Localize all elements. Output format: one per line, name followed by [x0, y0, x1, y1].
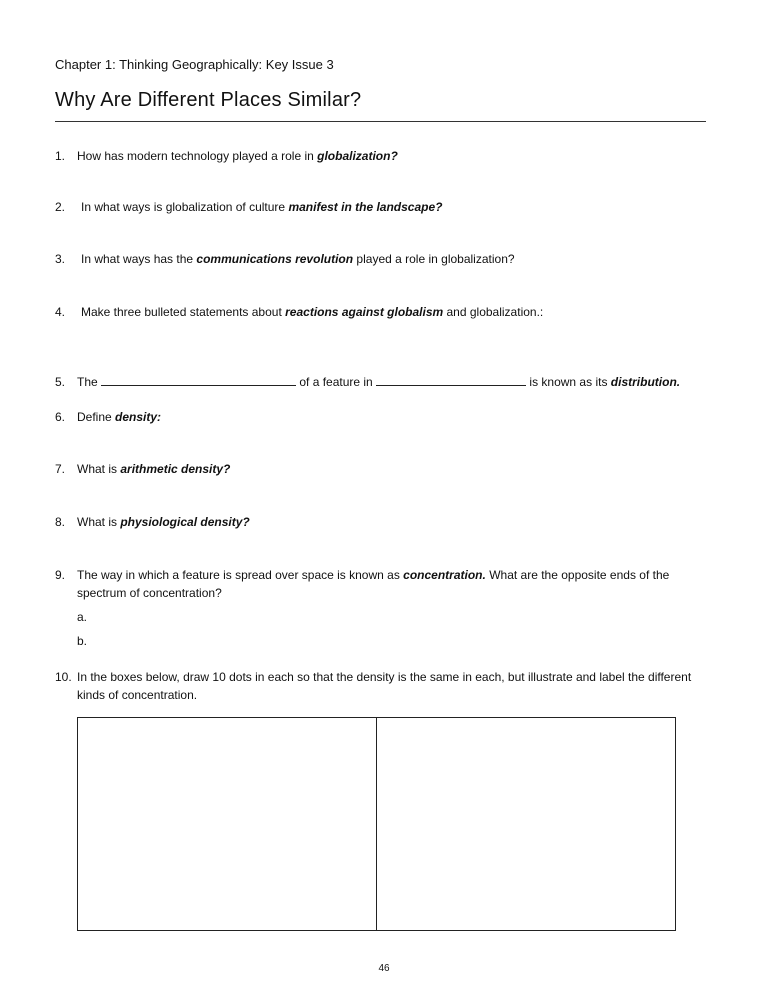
question-number: 9. — [55, 568, 66, 582]
question-number: 6. — [55, 410, 66, 424]
chapter-subtitle: Chapter 1: Thinking Geographically: Key Issue 3 — [55, 57, 334, 72]
question-number: 5. — [55, 375, 66, 389]
key-term: concentration. — [403, 568, 486, 582]
fill-in-blank[interactable] — [376, 373, 526, 386]
question-number: 4. — [55, 305, 66, 319]
key-term: reactions against globalism — [285, 305, 444, 319]
question-number: 1. — [55, 149, 66, 163]
question-number: 10. — [55, 670, 72, 684]
page-title: Why Are Different Places Similar? — [55, 89, 362, 111]
key-term: globalization? — [317, 149, 398, 163]
page-number: 46 — [378, 963, 390, 974]
drawing-box-left[interactable] — [77, 717, 377, 931]
question-text: What is physiological density? — [77, 515, 250, 529]
question-text: In what ways has the communications revolution played a role in globalization? — [81, 252, 515, 266]
key-term: manifest in the landscape? — [288, 200, 443, 214]
question-number: 3. — [55, 252, 66, 266]
key-term: density: — [115, 410, 162, 424]
key-term: arithmetic density? — [120, 462, 231, 476]
question-text: The way in which a feature is spread over space is known as concentration. What are the opposite ends of the spectrum of concentration? — [77, 568, 670, 600]
answer-label-b: b. — [77, 634, 88, 648]
question-number: 8. — [55, 515, 66, 529]
key-term: communications revolution — [196, 252, 354, 266]
question-text: Define density: — [77, 410, 162, 424]
key-term: physiological density? — [120, 515, 250, 529]
question-text: In the boxes below, draw 10 dots in each so that the density is the same in each, but illustrate and label the different kinds of concentration. — [77, 670, 692, 702]
question-text: Make three bulleted statements about reactions against globalism and globalization.: — [81, 305, 544, 319]
question-text: The of a feature in is known as its distribution. — [77, 375, 681, 389]
title-divider — [55, 121, 706, 122]
question-number: 7. — [55, 462, 66, 476]
drawing-box-right[interactable] — [376, 717, 676, 931]
question-text: How has modern technology played a role in globalization? — [77, 149, 398, 163]
fill-in-blank[interactable] — [101, 373, 296, 386]
question-text: In what ways is globalization of culture manifest in the landscape? — [81, 200, 443, 214]
question-text: What is arithmetic density? — [77, 462, 231, 476]
key-term: distribution. — [610, 375, 681, 389]
question-number: 2. — [55, 200, 66, 214]
answer-label-a: a. — [77, 610, 88, 624]
